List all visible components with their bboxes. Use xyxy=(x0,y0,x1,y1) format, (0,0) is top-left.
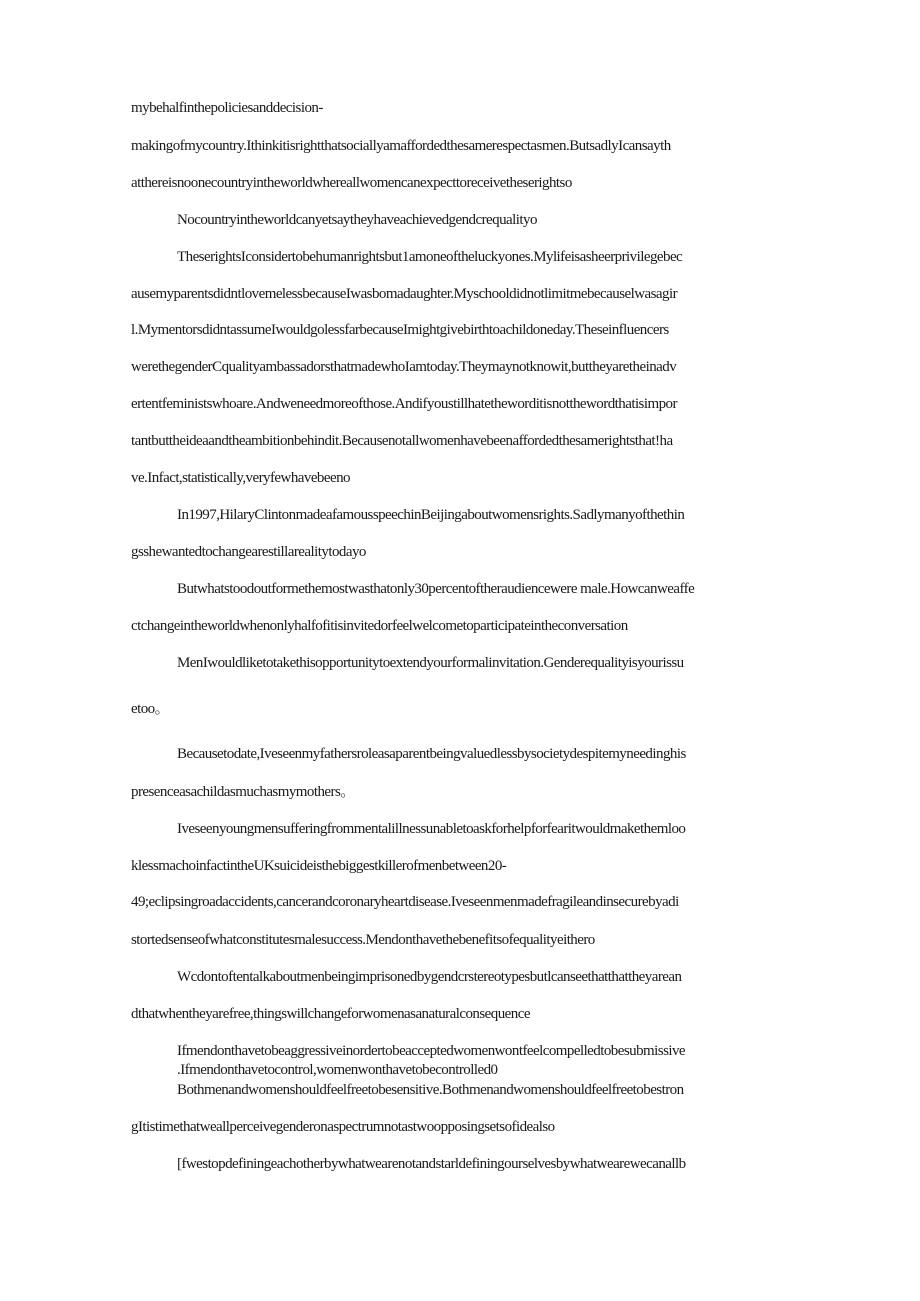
text-line: werethegenderCqualityambassadorsthatmadewhoIamtoday.Theymaynotknowit,buttheyaretheinadv xyxy=(131,359,677,375)
text-line: Wcdontoftentalkaboutmenbeingimprisonedbygendcrstereotypesbutlcanseethatthattheyarean xyxy=(177,969,682,985)
text-line: ctchangeintheworldwhenonlyhalfofitisinvitedorfeelwelcometoparticipateintheconversation xyxy=(131,618,628,634)
text-line: ertentfeministswhoare.Andweneedmoreofthose.Andifyoustillhatetheworditisnotthewordthatisimpor xyxy=(131,396,677,412)
text-line: l.MymentorsdidntassumeIwouldgolessfarbecauseImightgivebirthtoachildoneday.Theseinfluencers xyxy=(131,322,669,338)
text-line: TheserightsIconsidertobehumanrightsbut1amoneoftheluckyones.Mylifeisasheerprivilegebec xyxy=(177,249,683,265)
text-line: Iveseenyoungmensufferingfrommentalillnessunabletoaskforhelpforfearitwouldmakethemloo xyxy=(177,821,686,837)
text-line: gItistimethatweallperceivegenderonaspectrumnotastwoopposingsetsofidealso xyxy=(131,1119,555,1135)
text-line: Ifmendonthavetobeaggressiveinordertobeacceptedwomenwontfeelcompelledtobesubmissive xyxy=(177,1043,686,1059)
text-line: etoo。 xyxy=(131,701,170,717)
text-line: stortedsenseofwhatconstitutesmalesuccess.Mendonthavethebenefitsofequalityeithero xyxy=(131,932,595,948)
text-line: presenceasachildasmuchasmymothers。 xyxy=(131,784,355,800)
text-line: 49;eclipsingroadaccidents,cancerandcoronaryheartdisease.Iveseenmenmadefragileandinsecurebyadi xyxy=(131,894,679,910)
text-line: ausemyparentsdidntlovemelessbecauseIwasbomadaughter.Myschooldidnotlimitmebecauselwasagir xyxy=(131,286,678,302)
text-line: ve.Infact,statistically,veryfewhavebeeno xyxy=(131,470,350,486)
text-line: Nocountryintheworldcanyetsaytheyhaveachievedgendcrequalityo xyxy=(177,212,537,228)
text-line: dthatwhentheyarefree,thingswillchangeforwomenasanaturalconsequence xyxy=(131,1006,530,1022)
text-line: gsshewantedtochangearestillarealitytodayo xyxy=(131,544,366,560)
text-line: In1997,HilaryClintonmadeafamousspeechinBeijingaboutwomensrights.Sadlymanyofthethin xyxy=(177,507,685,523)
text-line: tantbuttheideaandtheambitionbehindit.Becausenotallwomenhavebeenaffordedthesamerightsthat!ha xyxy=(131,433,673,449)
text-line: makingofmycountry.Ithinkitisrightthatsociallyamaffordedthesamerespectasmen.ButsadlyIcansayth xyxy=(131,138,671,154)
text-line: mybehalfinthepoliciesanddecision- xyxy=(131,100,323,116)
text-line: Butwhatstoodoutformethemostwasthatonly30percentoftheraudiencewere male.Howcanweaffe xyxy=(177,581,695,597)
text-line: .Ifmendonthavetocontrol,womenwonthavetobecontrolled0 xyxy=(177,1062,498,1078)
text-line: Bothmenandwomenshouldfeelfreetobesensitive.Bothmenandwomenshouldfeelfreetobestron xyxy=(177,1082,684,1098)
text-line: MenIwouldliketotakethisopportunitytoextendyourformalinvitation.Genderequalityisyourissu xyxy=(177,655,684,671)
text-line: atthereisnoonecountryintheworldwhereallwomencanexpecttoreceivetheserightso xyxy=(131,175,572,191)
text-line: [fwestopdefiningeachotherbywhatwearenotandstarldefiningourselvesbywhatwearewecanallb xyxy=(177,1156,686,1172)
text-line: Becausetodate,Iveseenmyfathersroleasaparentbeingvaluedlessbysocietydespitemyneedinghis xyxy=(177,746,686,762)
text-line: klessmachoinfactintheUKsuicideisthebiggestkillerofmenbetween20- xyxy=(131,858,507,874)
